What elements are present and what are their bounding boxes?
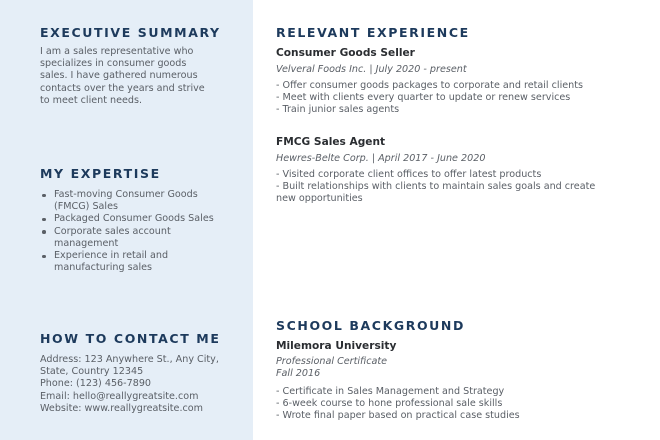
school-detail-item: - Certificate in Sales Management and Strategy	[276, 386, 505, 397]
experience-heading: RELEVANT EXPERIENCE	[276, 25, 470, 40]
contact-heading: HOW TO CONTACT ME	[40, 331, 221, 346]
summary-line: to meet client needs.	[40, 94, 143, 106]
list-item-text: management	[54, 237, 119, 249]
school-details	[276, 386, 616, 423]
list-item-text: Experience in retail and	[54, 250, 169, 262]
duty-item: new opportunities	[276, 193, 363, 205]
job-title: Consumer Goods Seller	[276, 47, 415, 59]
summary-line: I am a sales representative who	[40, 46, 194, 57]
job-company-date: Hewres-Belte Corp. | April 2017 - June 2020	[276, 153, 486, 164]
list-item-text: (FMCG) Sales	[54, 201, 118, 213]
sidebar-panel	[0, 0, 253, 440]
contact-email: Email: hello@reallygreatsite.com	[40, 390, 199, 402]
contact-website: Website: www.reallygreatsite.com	[40, 402, 203, 414]
school-heading: SCHOOL BACKGROUND	[276, 318, 465, 333]
executive-summary-text	[40, 46, 240, 107]
job-duties	[276, 169, 616, 206]
list-item	[40, 250, 245, 274]
summary-line: contacts over the years and strive	[40, 82, 205, 94]
duty-item: - Visited corporate client offices to offer latest products	[276, 169, 542, 180]
contact-details	[40, 354, 219, 415]
expertise-heading: MY EXPERTISE	[40, 166, 161, 181]
list-item-text: Corporate sales account	[54, 225, 171, 237]
list-item-text: Fast-moving Consumer Goods	[54, 189, 198, 200]
main-panel	[253, 0, 660, 440]
list-item	[40, 226, 245, 250]
list-item	[40, 189, 245, 213]
job-company-date: Velveral Foods Inc. | July 2020 - present	[276, 64, 467, 75]
job-duties	[276, 80, 616, 117]
list-item-text: Packaged Consumer Goods Sales	[54, 213, 214, 225]
school-degree: Professional Certificate	[276, 356, 388, 367]
list-item-text: manufacturing sales	[54, 262, 153, 274]
duty-item: - Offer consumer goods packages to corporate and retail clients	[276, 80, 583, 91]
summary-line: sales. I have gathered numerous	[40, 70, 198, 82]
contact-phone: Phone: (123) 456-7890	[40, 378, 152, 390]
school-term: Fall 2016	[276, 368, 321, 379]
school-detail-item: - Wrote final paper based on practical case studies	[276, 410, 520, 422]
list-item	[40, 213, 245, 225]
summary-line: specializes in consumer goods	[40, 58, 187, 70]
contact-address-cont: State, Country 12345	[40, 366, 144, 378]
school-detail-item: - 6-week course to hone professional sale skills	[276, 398, 503, 410]
executive-summary-heading: EXECUTIVE SUMMARY	[40, 25, 221, 40]
duty-item: - Meet with clients every quarter to update or renew services	[276, 92, 571, 104]
duty-item: - Built relationships with clients to maintain sales goals and create	[276, 181, 596, 193]
duty-item: - Train junior sales agents	[276, 104, 400, 116]
school-name: Milemora University	[276, 340, 397, 352]
job-title: FMCG Sales Agent	[276, 136, 386, 148]
contact-address: Address: 123 Anywhere St., Any City,	[40, 354, 219, 365]
expertise-list	[40, 189, 245, 274]
